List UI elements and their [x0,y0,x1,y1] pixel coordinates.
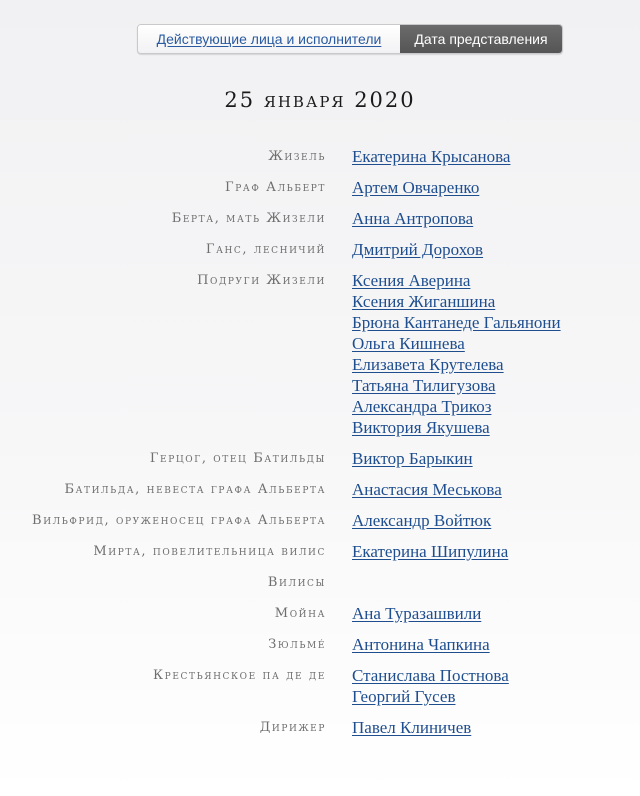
cast-row [0,146,640,167]
tab-performance-date[interactable] [400,25,562,53]
performer-link[interactable]: Дмитрий Дорохов [352,240,484,259]
cast-row [0,479,640,500]
performer-link[interactable]: Екатерина Крысанова [352,147,511,166]
cast-row [0,510,640,531]
cast-row [0,270,640,438]
performer-list [352,239,640,260]
cast-row [0,717,640,738]
tab-cast-label[interactable]: Действующие лица и исполнители [156,31,382,47]
cast-row [0,603,640,624]
performer-list [352,146,640,167]
performer-link[interactable]: Ана Туразашвили [352,604,482,623]
performer-link[interactable]: Брюна Кантанеде Гальянони [352,313,561,332]
cast-row [0,541,640,562]
role-name: Мойна [274,606,326,621]
role-name: Вилисы [267,575,326,590]
performer-link[interactable]: Георгий Гусев [352,687,456,706]
performer-link[interactable]: Александра Трикоз [352,397,492,416]
performer-list [352,270,640,438]
role-name: Граф Альберт [225,180,326,195]
performer-link[interactable]: Ольга Кишнева [352,334,465,353]
cast-row [0,239,640,260]
performer-link[interactable]: Ксения Жиганшина [352,292,496,311]
cast-row [0,572,640,593]
performer-link[interactable]: Татьяна Тилигузова [352,376,496,395]
performance-date-heading: 25 января 2020 [224,88,416,112]
cast-list [0,146,640,748]
cast-row [0,634,640,655]
performer-link[interactable]: Анастасия Меськова [352,480,502,499]
performer-link[interactable]: Антонина Чапкина [352,635,490,654]
role-name: Герцог, отец Батильды [149,451,326,466]
performer-link[interactable]: Артем Овчаренко [352,178,480,197]
performer-link[interactable]: Виктория Якушева [352,418,490,437]
performer-link[interactable]: Анна Антропова [352,209,474,228]
role-name: Дирижер [259,720,326,735]
performer-list [352,665,640,707]
performer-list [352,510,640,531]
performer-link[interactable]: Ксения Аверина [352,271,471,290]
performer-list [352,208,640,229]
performer-list [352,541,640,562]
tab-bar [137,24,563,54]
cast-row [0,208,640,229]
performer-link[interactable]: Станислава Постнова [352,666,509,685]
role-name: Зюльмé [268,637,326,652]
performer-link[interactable]: Елизавета Крутелева [352,355,504,374]
performer-link[interactable]: Александр Войтюк [352,511,492,530]
cast-row [0,448,640,469]
role-name: Мирта, повелительница вилис [93,544,326,559]
role-name: Берта, мать Жизели [171,211,326,226]
performer-list [352,479,640,500]
performer-list [352,634,640,655]
performer-list [352,177,640,198]
tab-date-label[interactable]: Дата представления [414,31,548,47]
performer-list [352,717,640,738]
performer-list [352,603,640,624]
role-name: Ганс, лесничий [205,242,326,257]
performer-list [352,448,640,469]
performer-link[interactable]: Виктор Барыкин [352,449,473,468]
role-name: Жизель [268,149,326,164]
performer-link[interactable]: Екатерина Шипулина [352,542,509,561]
cast-row [0,665,640,707]
role-name: Батильда, невеста графа Альберта [64,482,326,497]
role-name: Подруги Жизели [197,273,326,288]
tab-cast-and-performers[interactable] [138,25,400,53]
performer-link[interactable]: Павел Клиничев [352,718,472,737]
role-name: Вильфрид, оруженосец графа Альберта [32,513,326,528]
role-name: Крестьянское па де де [153,668,326,683]
cast-row [0,177,640,198]
